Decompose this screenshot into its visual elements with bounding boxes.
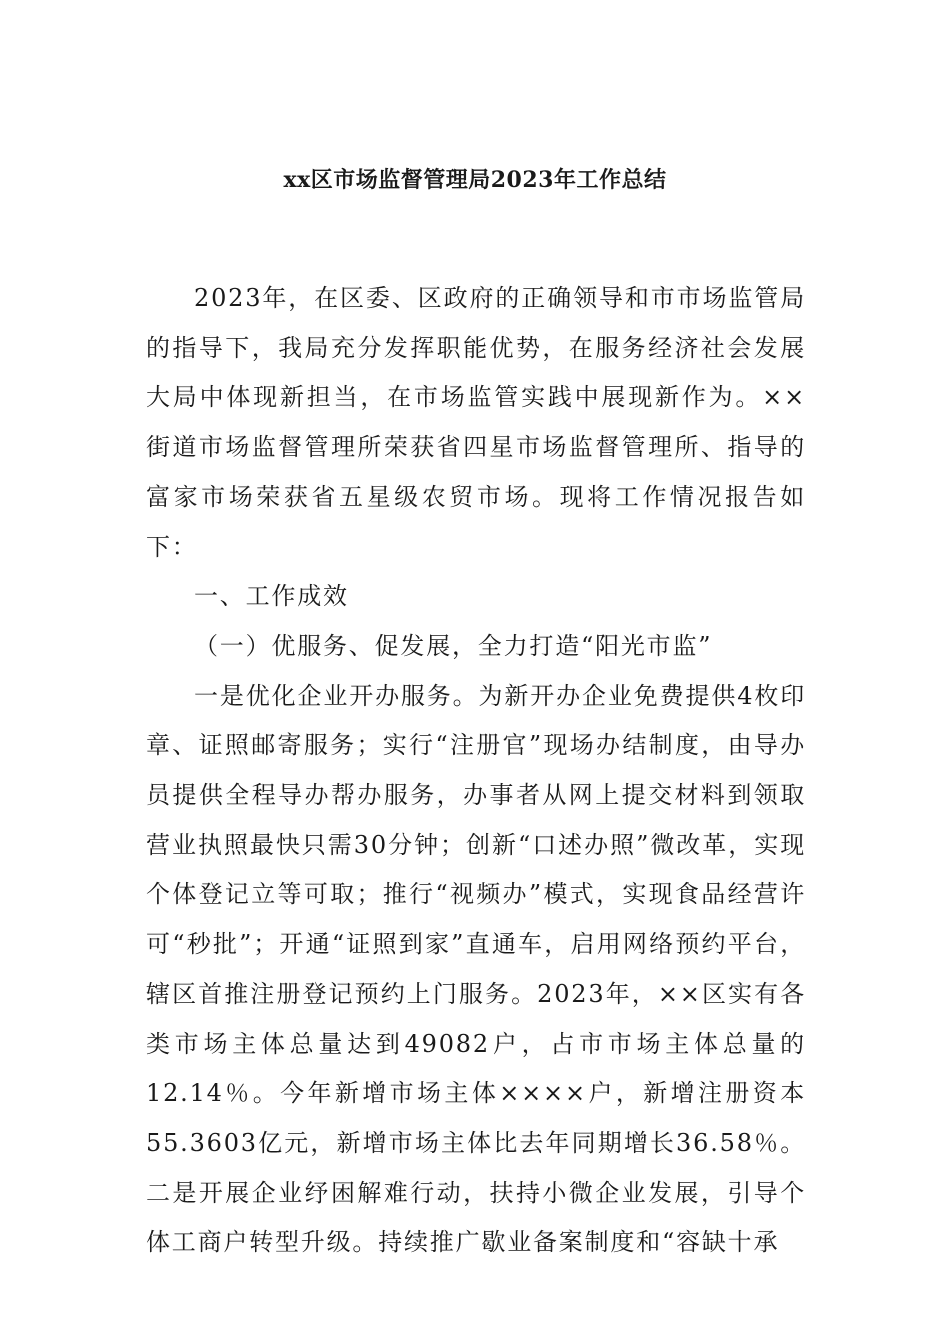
- document-body: [146, 274, 806, 1268]
- subsection-heading: （一）优服务、促发展，全力打造“阳光市监”: [194, 631, 713, 660]
- intro-paragraph: 2023年，在区委、区政府的正确领导和市市场监管局的指导下，我局充分发挥职能优势，在服务经济社会发展大局中体现新担当，在市场监管实践中展现新作为。××街道市场监督管理所荣获省四星市场监督管理所、指导的富家市场荣获省五星级农贸市场。现将工作情况报告如下：: [146, 284, 806, 561]
- body-paragraph: 一是优化企业开办服务。为新开办企业免费提供4枚印章、证照邮寄服务；实行“注册官”现场办结制度，由导办员提供全程导办帮办服务，办事者从网上提交材料到领取营业执照最快只需30分钟；创新“口述办照”微改革，实现个体登记立等可取；推行“视频办”模式，实现食品经营许可“秒批”；开通“证照到家”直通车，启用网络预约平台，辖区首推注册登记预约上门服务。2023年，××区实有各类市场主体总量达到49082户，占市市场主体总量的12.14％。今年新增市场主体××××户，新增注册资本55.3603亿元，新增市场主体比去年同期增长36.58％。二是开展企业纾困解难行动，扶持小微企业发展，引导个体工商户转型升级。持续推广歇业备案制度和“容缺十承: [146, 681, 806, 1257]
- document-title: xx区市场监督管理局2023年工作总结: [283, 167, 667, 193]
- section-heading: 一、工作成效: [194, 582, 349, 611]
